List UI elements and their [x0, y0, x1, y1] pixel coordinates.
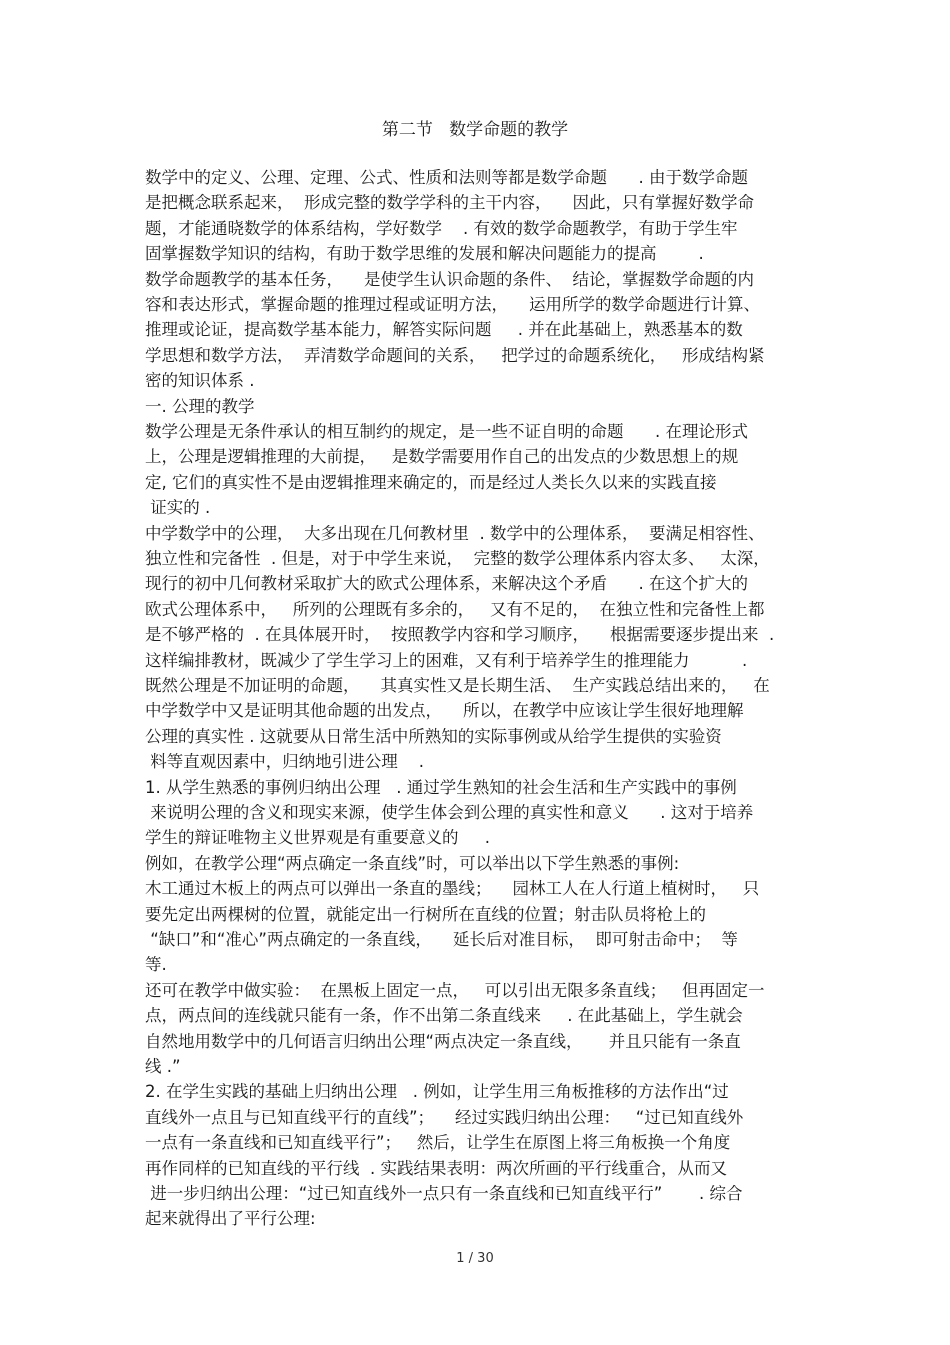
- text-line: 独立性和完备性 . 但是，对于中学生来说， 完整的数学公理体系内容太多、 太深，: [145, 549, 770, 568]
- text-line: 现行的初中几何教材采取扩大的欧式公理体系，来解决这个矛盾 . 在这个扩大的: [145, 574, 748, 594]
- text-line: 固掌握数学知识的结构，有助于数学思维的发展和解决问题能力的提高 .: [145, 244, 704, 264]
- text-line: 既然公理是不加证明的命题， 其真实性又是长期生活、 生产实践总结出来的， 在: [145, 676, 770, 695]
- text-line: 等.: [145, 955, 167, 975]
- text-line: 定, 它们的真实性不是由逻辑推理来确定的，而是经过人类长久以来的实践直接: [145, 472, 717, 492]
- text-line: 密的知识体系 .: [145, 371, 255, 391]
- text-line: 证实的 .: [145, 498, 211, 518]
- text-line: 中学数学中的公理， 大多出现在几何教材里 . 数学中的公理体系， 要满足相容性、: [145, 523, 765, 543]
- text-line: “缺口”和“准心”两点确定的一条直线， 延长后对准目标， 即可射击命中； 等: [145, 930, 738, 949]
- text-line: 推理或论证，提高数学基本能力，解答实际问题 . 并在此基础上，熟悉基本的数: [145, 320, 743, 340]
- text-line: 上，公理是逻辑推理的大前提， 是数学需要用作自己的出发点的少数思想上的规: [145, 447, 739, 467]
- section-title: 第二节 数学命题的教学: [381, 120, 569, 140]
- text-line: 一. 公理的教学: [145, 396, 255, 416]
- text-line: 1. 从学生熟悉的事例归纳出公理 . 通过学生熟知的社会生活和生产实践中的事例: [145, 777, 737, 797]
- text-line: 这样编排教材，既减少了学生学习上的困难，又有利于培养学生的推理能力 .: [145, 650, 748, 670]
- text-line: 自然地用数学中的几何语言归纳出公理“两点决定一条直线， 并且只能有一条直: [145, 1031, 741, 1051]
- text-line: 一点有一条直线和已知直线平行”； 然后，让学生在原图上将三角板换一个角度: [145, 1133, 731, 1153]
- page-number: 1 / 30: [456, 1251, 494, 1266]
- text-line: 还可在教学中做实验： 在黑板上固定一点， 可以引出无限多条直线； 但再固定一: [145, 980, 765, 1000]
- text-line: 容和表达形式，掌握命题的推理过程或证明方法， 运用所学的数学命题进行计算、: [145, 295, 760, 314]
- text-line: 数学命题教学的基本任务， 是使学生认识命题的条件、 结论，掌握数学命题的内: [145, 269, 754, 289]
- text-line: 料等直观因素中，归纳地引进公理 .: [145, 752, 424, 772]
- text-line: 学生的辩证唯物主义世界观是有重要意义的 .: [145, 828, 490, 848]
- text-line: 2. 在学生实践的基础上归纳出公理 . 例如，让学生用三角板推移的方法作出“过: [145, 1082, 729, 1102]
- text-line: 例如，在教学公理“两点确定一条直线”时，可以举出以下学生熟悉的事例:: [145, 853, 680, 873]
- text-line: 数学中的定义、公理、定理、公式、性质和法则等都是数学命题 . 由于数学命题: [145, 168, 748, 187]
- text-line: 题，才能通晓数学的体系结构，学好数学 . 有效的数学命题教学，有助于学生牢: [145, 218, 738, 238]
- text-line: 中学数学中又是证明其他命题的出发点， 所以，在教学中应该让学生很好地理解: [145, 701, 744, 721]
- text-line: 数学公理是无条件承认的相互制约的规定，是一些不证自明的命题 . 在理论形式: [145, 422, 748, 441]
- text-line: 来说明公理的含义和现实来源，使学生体会到公理的真实性和意义 . 这对于培养: [145, 803, 754, 822]
- text-line: 起来就得出了平行公理:: [145, 1209, 316, 1229]
- text-line: 是不够严格的 . 在具体展开时， 按照教学内容和学习顺序， 根据需要逐步提出来 .: [145, 625, 775, 645]
- text-line: 要先定出两棵树的位置，就能定出一行树所在直线的位置；射击队员将枪上的: [145, 904, 706, 924]
- text-line: 点，两点间的连线就只能有一条，作不出第二条直线来 . 在此基础上，学生就会: [145, 1006, 743, 1026]
- text-line: 学思想和数学方法， 弄清数学命题间的关系， 把学过的命题系统化， 形成结构紧: [145, 345, 765, 365]
- text-line: 线 .”: [145, 1057, 181, 1076]
- text-line: 是把概念联系起来， 形成完整的数学学科的主干内容， 因此，只有掌握好数学命: [145, 193, 754, 213]
- text-line: 再作同样的已知直线的平行线 . 实践结果表明：两次所画的平行线重合，从而又: [145, 1158, 727, 1178]
- text-line: 木工通过木板上的两点可以弹出一条直的墨线； 园林工人在人行道上植树时， 只: [145, 879, 760, 899]
- text-line: 直线外一点且与已知直线平行的直线”； 经过实践归纳出公理： “过已知直线外: [145, 1107, 744, 1127]
- text-line: 进一步归纳出公理：“过已知直线外一点只有一条直线和已知直线平行” . 综合: [145, 1184, 743, 1203]
- text-line: 公理的真实性 . 这就要从日常生活中所熟知的实际事例或从给学生提供的实验资: [145, 726, 722, 746]
- text-line: 欧式公理体系中， 所列的公理既有多余的， 又有不足的， 在独立性和完备性上都: [145, 599, 765, 619]
